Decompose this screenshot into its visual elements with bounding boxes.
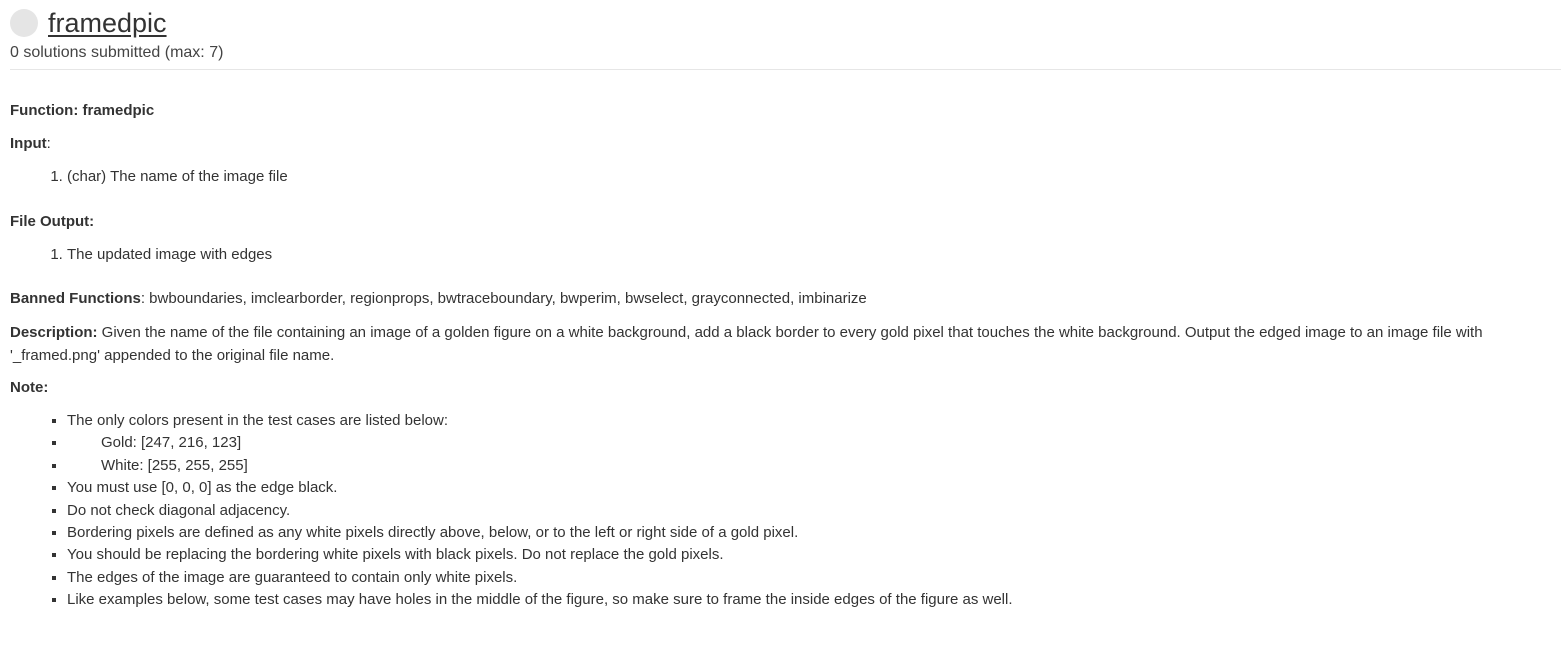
problem-title-link[interactable]: framedpic: [48, 8, 167, 38]
description-label: Description:: [10, 324, 98, 341]
function-line: [10, 100, 1530, 122]
banned-functions-label: Banned Functions: [10, 290, 141, 307]
description-text: Given the name of the file containing an image of a golden figure on a white background, add a black border to every gold pixel that touches the white background. Output the edged image to an image file with '_framed.png' appended to the original file name.: [10, 324, 1483, 364]
input-colon: :: [46, 135, 51, 152]
file-output-heading: [10, 211, 1530, 233]
input-item: 1. (char) The name of the image file: [67, 166, 1530, 188]
file-output-label: File Output:: [10, 213, 95, 230]
input-list: [10, 166, 1530, 188]
output-item: 1. The updated image with edges: [67, 244, 1530, 266]
note-item: ▪ The only colors present in the test cases are listed below:: [67, 410, 1530, 432]
note-item: ▪ You should be replacing the bordering white pixels with black pixels. Do not replace the gold pixels.: [67, 544, 1530, 566]
note-item-text: White: [255, 255, 255]: [101, 456, 248, 474]
function-label: Function:: [10, 102, 79, 119]
note-item: ▪ Like examples below, some test cases may have holes in the middle of the figure, so make sure to frame the inside edges of the figure as well.: [67, 589, 1530, 611]
output-list: [10, 244, 1530, 266]
submission-count: 0 solutions submitted (max: 7): [10, 44, 224, 61]
note-item: ▪ The edges of the image are guaranteed to contain only white pixels.: [67, 567, 1530, 589]
problem-header: [10, 6, 1561, 64]
input-heading: [10, 133, 1530, 155]
notes-list: [10, 410, 1530, 612]
header-divider: [10, 69, 1561, 70]
problem-description: [10, 100, 1530, 612]
status-circle-icon: [10, 9, 38, 37]
input-label: Input: [10, 135, 47, 152]
title-row: [10, 6, 1561, 40]
note-label: Note:: [10, 379, 49, 396]
note-item: ▪ You must use [0, 0, 0] as the edge black.: [67, 477, 1530, 499]
note-heading: [10, 377, 1530, 399]
note-item: [67, 432, 1530, 454]
note-item: ▪ Do not check diagonal adjacency.: [67, 500, 1530, 522]
note-item: ▪ Bordering pixels are defined as any white pixels directly above, below, or to the left or right side of a gold pixel.: [67, 522, 1530, 544]
note-item-text: Gold: [247, 216, 123]: [101, 434, 242, 452]
banned-functions-text: : bwboundaries, imclearborder, regionprops, bwtraceboundary, bwperim, bwselect, grayconnected, imbinarize: [140, 290, 867, 307]
description-paragraph: [10, 321, 1530, 367]
note-item: [67, 455, 1530, 477]
function-name: framedpic: [82, 102, 155, 119]
banned-functions-line: [10, 288, 1530, 310]
